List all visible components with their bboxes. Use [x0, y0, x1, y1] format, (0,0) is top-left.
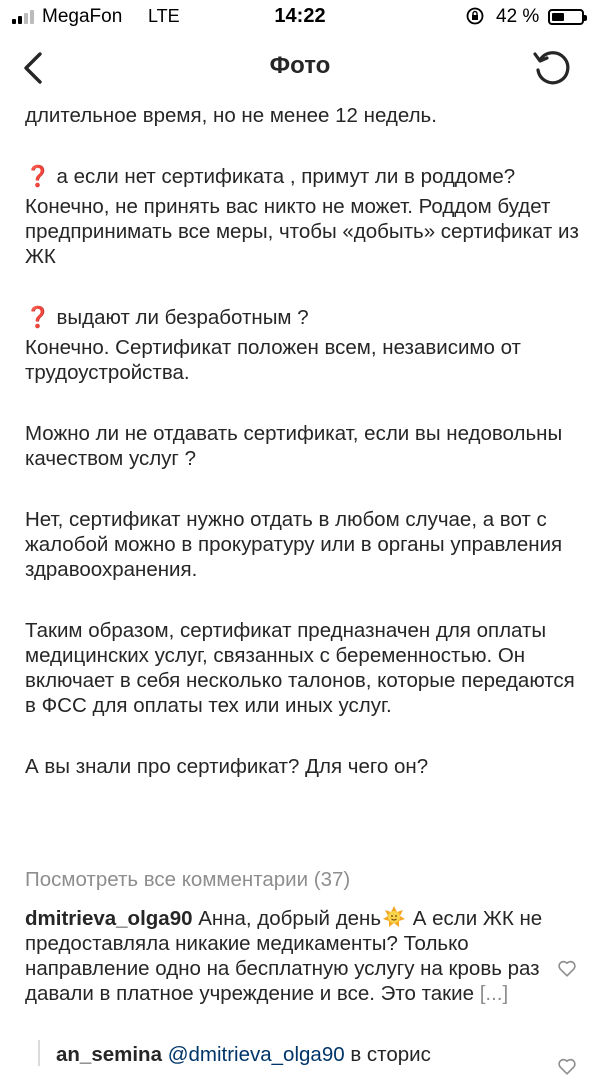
caption-answer: Конечно, не принять вас никто не может. Роддом будет предпринимать все меры, чтобы «добыть» сертификат из ЖК	[25, 195, 579, 268]
caption-paragraph: Таким образом, сертификат предназначен для оплаты медицинских услуг, связанных с беременностью. Он включает в себя несколько талонов, которые передаются в ФСС для оплаты тех или иных услуг.	[25, 619, 575, 717]
question-mark-icon: ❓	[25, 306, 51, 329]
heart-icon[interactable]	[556, 1055, 578, 1077]
reply-mention[interactable]: @dmitrieva_olga90	[167, 1043, 345, 1066]
caption-question: ❓ выдают ли безработным ?	[25, 306, 309, 329]
network-type: LTE	[148, 6, 180, 26]
reply-comment	[56, 1042, 556, 1067]
caption-paragraph: А вы знали про сертификат? Для чего он?	[25, 755, 429, 778]
view-all-comments-link[interactable]: Посмотреть все комментарии (37)	[25, 868, 351, 891]
carrier-name: MegaFon	[42, 6, 123, 27]
refresh-icon[interactable]	[530, 46, 574, 90]
nav-bar	[0, 34, 600, 100]
reply-thread-line	[38, 1040, 40, 1066]
rotation-lock-icon	[466, 7, 484, 25]
battery-icon	[548, 9, 584, 25]
sun-emoji-icon	[381, 906, 407, 928]
post-caption	[25, 103, 585, 779]
status-bar	[0, 0, 600, 34]
comment	[25, 906, 545, 1006]
caption-paragraph: Можно ли не отдавать сертификат, если вы недовольны качеством услуг ?	[25, 422, 563, 470]
page-title: Фото	[269, 52, 331, 79]
clock: 14:22	[274, 5, 326, 27]
battery-percent: 42 %	[496, 6, 540, 27]
reply-text: в сторис	[350, 1043, 431, 1066]
heart-icon[interactable]	[556, 957, 578, 979]
caption-answer: Конечно. Сертификат положен всем, независимо от трудоустройства.	[25, 336, 521, 384]
comment-username[interactable]: dmitrieva_olga90	[25, 907, 193, 930]
caption-question: ❓ а если нет сертификата , примут ли в роддоме?	[25, 165, 516, 188]
comment-text: А если ЖК не предоставляла никакие медикаменты? Только направление одно на бесплатную услугу на кровь раз давали в платное учреждение и все. Это такие	[25, 907, 543, 1005]
caption-paragraph: Нет, сертификат нужно отдать в любом случае, а вот с жалобой можно в прокуратуру или в органы управления здравоохранения.	[25, 508, 563, 581]
question-mark-icon: ❓	[25, 165, 51, 188]
comment-text: Анна, добрый день	[198, 907, 382, 930]
more-link[interactable]: [...]	[479, 982, 509, 1005]
reply-username[interactable]: an_semina	[56, 1043, 162, 1066]
caption-paragraph: длительное время, но не менее 12 недель.	[25, 104, 437, 127]
